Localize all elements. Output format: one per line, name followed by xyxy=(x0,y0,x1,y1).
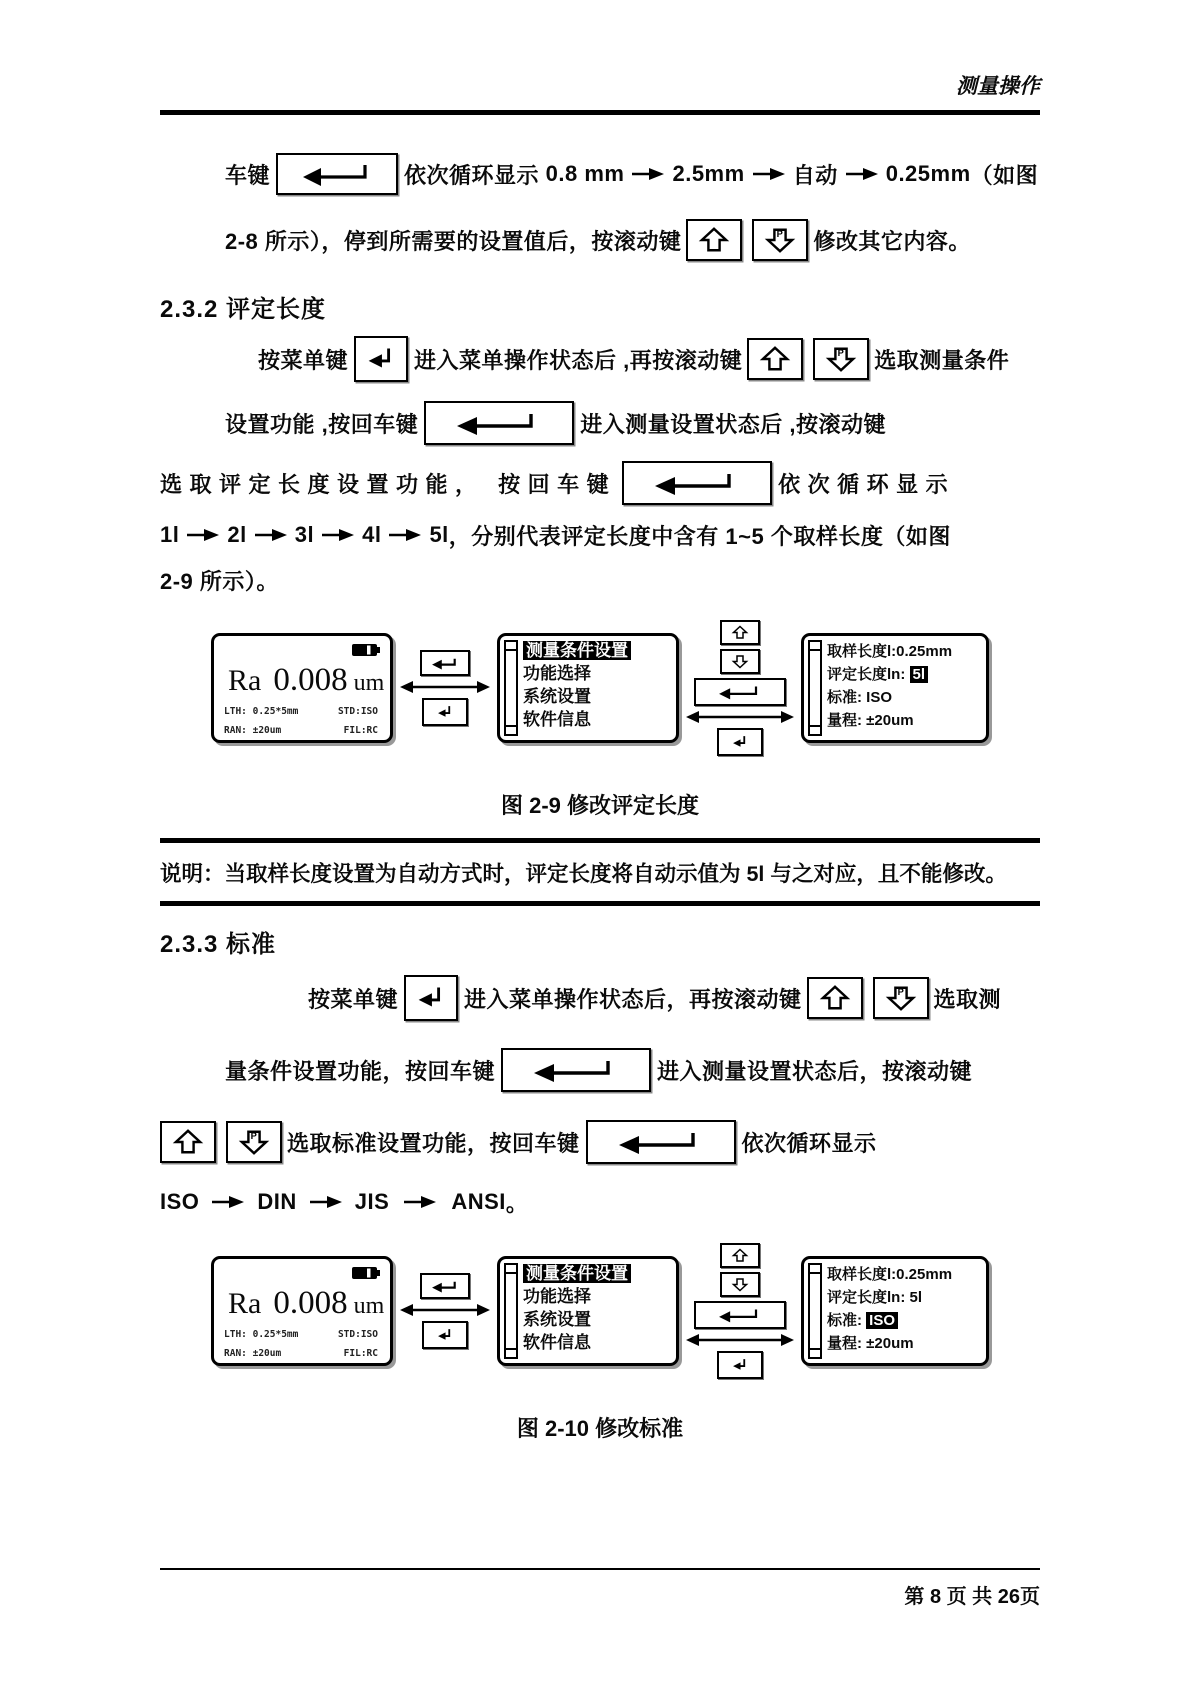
length-item: 4l xyxy=(362,522,382,547)
menu-list xyxy=(518,636,676,740)
setting-standard xyxy=(827,686,982,709)
menu-key-icon xyxy=(422,1321,468,1349)
s233-line-2 xyxy=(160,1034,1040,1106)
setting-value: 5l xyxy=(909,1289,923,1306)
intro-line1-post: （如图 xyxy=(970,162,1039,188)
enter-key-icon xyxy=(586,1120,736,1164)
lth-value: LTH: 0.25*5mm xyxy=(224,706,299,717)
svg-text:P: P xyxy=(837,348,845,359)
svg-text:P: P xyxy=(777,229,784,240)
setting-label: 评定长度ln: xyxy=(827,1289,910,1306)
up-arrow-key-icon xyxy=(747,338,803,380)
intro-line-2 xyxy=(160,207,1040,273)
lcd-menu-screen xyxy=(497,633,679,743)
double-headed-arrow-icon xyxy=(399,679,491,695)
setting-evaluation-length xyxy=(827,663,982,686)
flow-arrow-icon xyxy=(321,528,355,542)
s232-line-2 xyxy=(160,391,1040,455)
lcd-menu-screen xyxy=(497,1256,679,1366)
section-heading-232: 2.3.2 评定长度 xyxy=(160,296,327,323)
figure-2-10-caption: 图 2-10 修改标准 xyxy=(516,1416,684,1441)
page-header xyxy=(160,0,1040,100)
s233-line-3 xyxy=(160,1106,1040,1178)
enter-key-icon xyxy=(694,678,786,706)
cycle-item: 0.25mm xyxy=(885,161,971,186)
down-arrow-p-key-icon xyxy=(752,219,808,261)
setting-label: 评定长度ln: xyxy=(827,666,910,683)
ra-label: Ra xyxy=(228,664,262,697)
fil-value: FIL:RC xyxy=(343,1348,378,1359)
length-item: 3l xyxy=(294,522,315,547)
menu-key-icon xyxy=(717,1351,763,1379)
up-arrow-key-icon xyxy=(160,1121,216,1163)
up-arrow-key-icon xyxy=(807,977,863,1019)
setting-sampling-length: 取样长度l:0.25mm xyxy=(827,643,953,660)
setting-value-highlighted: 5l xyxy=(910,666,929,683)
standard-item: ANSI xyxy=(451,1189,506,1214)
down-arrow-p-key-icon xyxy=(720,1272,760,1297)
s233-line-1 xyxy=(160,962,1040,1034)
s232-l3-post: 依次循环显示 xyxy=(778,471,956,497)
flow-arrow-icon xyxy=(752,167,786,181)
down-arrow-p-key-icon xyxy=(720,649,760,674)
menu-key-icon xyxy=(717,728,763,756)
down-arrow-p-key-icon xyxy=(873,977,929,1019)
settings-list xyxy=(822,636,986,740)
s232-l3-pre: 选取评定长度设置功能， 按回车键 xyxy=(160,471,617,497)
flow-arrow-icon xyxy=(845,167,879,181)
menu-item: 软件信息 xyxy=(523,710,591,729)
s233-l2-pre: 量条件设置功能，按回车键 xyxy=(225,1058,496,1084)
scrollbar xyxy=(504,1263,518,1359)
down-arrow-p-key-icon xyxy=(813,338,869,380)
lcd-settings-screen xyxy=(801,633,989,743)
menu-key-icon xyxy=(422,698,468,726)
standard-item: DIN xyxy=(257,1189,297,1214)
s232-l2-post: 进入测量设置状态后 ,按滚动键 xyxy=(580,411,886,437)
std-value: STD:ISO xyxy=(337,1329,378,1340)
menu-item: 系统设置 xyxy=(523,1310,591,1329)
enter-key-icon xyxy=(424,401,574,445)
connector-keys xyxy=(399,1271,491,1351)
intro-line2-post: 修改其它内容。 xyxy=(813,228,971,254)
lcd-main-screen xyxy=(211,633,393,743)
s232-l4-post: ，分别代表评定长度中含有 1~5 个取样长度（如图 xyxy=(448,523,951,549)
scrollbar xyxy=(504,640,518,736)
battery-icon xyxy=(351,643,381,662)
setting-label: 标准: xyxy=(827,1312,867,1329)
s233-line-4 xyxy=(160,1178,1040,1226)
s232-line-5 xyxy=(160,559,1040,601)
s232-line-4 xyxy=(160,511,1040,559)
up-arrow-key-icon xyxy=(686,219,742,261)
enter-key-icon xyxy=(276,153,398,195)
flow-arrow-icon xyxy=(254,528,288,542)
header-rule xyxy=(160,110,1040,115)
note-text: 说明：当取样长度设置为自动方式时，评定长度将自动示值为 5l 与之对应，且不能修改。 xyxy=(160,861,1007,886)
setting-value-highlighted: ISO xyxy=(866,1312,898,1329)
standard-item: ISO xyxy=(160,1189,200,1214)
menu-item-selected: 测量条件设置 xyxy=(523,1264,631,1283)
lcd-settings-screen xyxy=(801,1256,989,1366)
setting-label: 标准: xyxy=(827,689,867,706)
setting-sampling-length: 取样长度l:0.25mm xyxy=(827,1266,953,1283)
header-title: 测量操作 xyxy=(956,75,1040,98)
s232-l1-post: 选取测量条件 xyxy=(874,347,1010,373)
flow-arrow-icon xyxy=(403,1195,437,1209)
figure-2-10 xyxy=(160,1236,1040,1386)
ran-value: RAN: ±20um xyxy=(224,725,282,736)
setting-range: 量程: ±20um xyxy=(827,712,914,729)
length-item: 1l xyxy=(160,522,180,547)
status-row-1 xyxy=(214,699,390,718)
cycle-item: 2.5mm xyxy=(672,161,745,186)
menu-key-icon xyxy=(354,336,408,382)
s232-l1-mid: 进入菜单操作状态后 ,再按滚动键 xyxy=(414,347,743,373)
s232-l5: 2-9 所示）。 xyxy=(160,568,279,594)
intro-line-1 xyxy=(160,141,1040,207)
connector-keys xyxy=(399,648,491,728)
double-headed-arrow-icon xyxy=(685,709,795,725)
up-arrow-key-icon xyxy=(720,620,760,645)
ra-reading xyxy=(228,662,390,699)
ra-label: Ra xyxy=(228,1287,262,1320)
enter-key-icon xyxy=(420,1273,470,1299)
length-item: 2l xyxy=(227,522,247,547)
connector-keys xyxy=(685,618,795,758)
s233-l1-mid: 进入菜单操作状态后，再按滚动键 xyxy=(464,986,802,1012)
flow-arrow-icon xyxy=(186,528,220,542)
flow-arrow-icon xyxy=(309,1195,343,1209)
scrollbar xyxy=(808,1263,822,1359)
ra-reading xyxy=(228,1285,390,1322)
s232-line-1 xyxy=(160,327,1040,391)
figure-2-9 xyxy=(160,613,1040,763)
menu-item: 软件信息 xyxy=(523,1333,591,1352)
connector-keys xyxy=(685,1241,795,1381)
enter-key-icon xyxy=(694,1301,786,1329)
flow-arrow-icon xyxy=(631,167,665,181)
s232-line-3 xyxy=(160,455,1040,511)
menu-item: 功能选择 xyxy=(523,664,591,683)
ra-value: 0.008 xyxy=(273,662,348,698)
figure-2-9-caption: 图 2-9 修改评定长度 xyxy=(500,793,700,818)
s232-l2-pre: 设置功能 ,按回车键 xyxy=(225,411,419,437)
menu-item: 系统设置 xyxy=(523,687,591,706)
ra-value: 0.008 xyxy=(273,1285,348,1321)
note-rule-bottom xyxy=(160,901,1040,906)
ra-unit: um xyxy=(353,1293,385,1319)
setting-evaluation-length xyxy=(827,1286,982,1309)
s233-l4-suffix: 。 xyxy=(505,1190,529,1216)
menu-list xyxy=(518,1259,676,1363)
battery-icon xyxy=(351,1266,381,1285)
double-headed-arrow-icon xyxy=(399,1302,491,1318)
std-value: STD:ISO xyxy=(337,706,378,717)
settings-list xyxy=(822,1259,986,1363)
s233-l1-pre: 按菜单键 xyxy=(308,986,399,1012)
s233-l2-post: 进入测量设置状态后，按滚动键 xyxy=(657,1058,973,1084)
s233-l3-mid: 选取标准设置功能，按回车键 xyxy=(287,1130,580,1156)
scrollbar xyxy=(808,640,822,736)
lth-value: LTH: 0.25*5mm xyxy=(224,1329,299,1340)
s232-l1-pre: 按菜单键 xyxy=(258,347,349,373)
double-headed-arrow-icon xyxy=(685,1332,795,1348)
enter-key-icon xyxy=(501,1048,651,1092)
menu-item-selected: 测量条件设置 xyxy=(523,641,631,660)
standard-item: JIS xyxy=(354,1189,390,1214)
flow-arrow-icon xyxy=(211,1195,245,1209)
page-number: 第 8 页 共 26页 xyxy=(904,1586,1040,1608)
cycle-item: 0.8 mm xyxy=(545,161,625,186)
status-row-2 xyxy=(214,1341,390,1360)
status-row-2 xyxy=(214,718,390,737)
ran-value: RAN: ±20um xyxy=(224,1348,282,1359)
cycle-item: 自动 xyxy=(792,162,838,188)
setting-range: 量程: ±20um xyxy=(827,1335,914,1352)
svg-text:P: P xyxy=(897,987,904,998)
s233-l3-post: 依次循环显示 xyxy=(741,1130,877,1156)
ra-unit: um xyxy=(353,670,385,696)
fil-value: FIL:RC xyxy=(343,725,378,736)
enter-key-icon xyxy=(420,650,470,676)
lcd-main-screen xyxy=(211,1256,393,1366)
setting-standard xyxy=(827,1309,982,1332)
s233-l1-post: 选取测 xyxy=(933,986,1002,1012)
setting-value: ISO xyxy=(866,689,893,706)
status-row-1 xyxy=(214,1322,390,1341)
length-item: 5l xyxy=(429,522,449,547)
intro-line1-mid: 依次循环显示 xyxy=(404,162,546,188)
flow-arrow-icon xyxy=(388,528,422,542)
menu-key-icon xyxy=(404,975,458,1021)
intro-line1-pre: 车键 xyxy=(225,162,271,188)
svg-text:P: P xyxy=(250,1131,258,1142)
intro-line2-pre: 2-8 所示），停到所需要的设置值后，按滚动键 xyxy=(225,228,682,254)
page-footer xyxy=(160,1568,1040,1609)
menu-item: 功能选择 xyxy=(523,1287,591,1306)
enter-key-icon xyxy=(622,461,772,505)
up-arrow-key-icon xyxy=(720,1243,760,1268)
down-arrow-p-key-icon xyxy=(226,1121,282,1163)
section-heading-233: 2.3.3 标准 xyxy=(160,931,277,958)
